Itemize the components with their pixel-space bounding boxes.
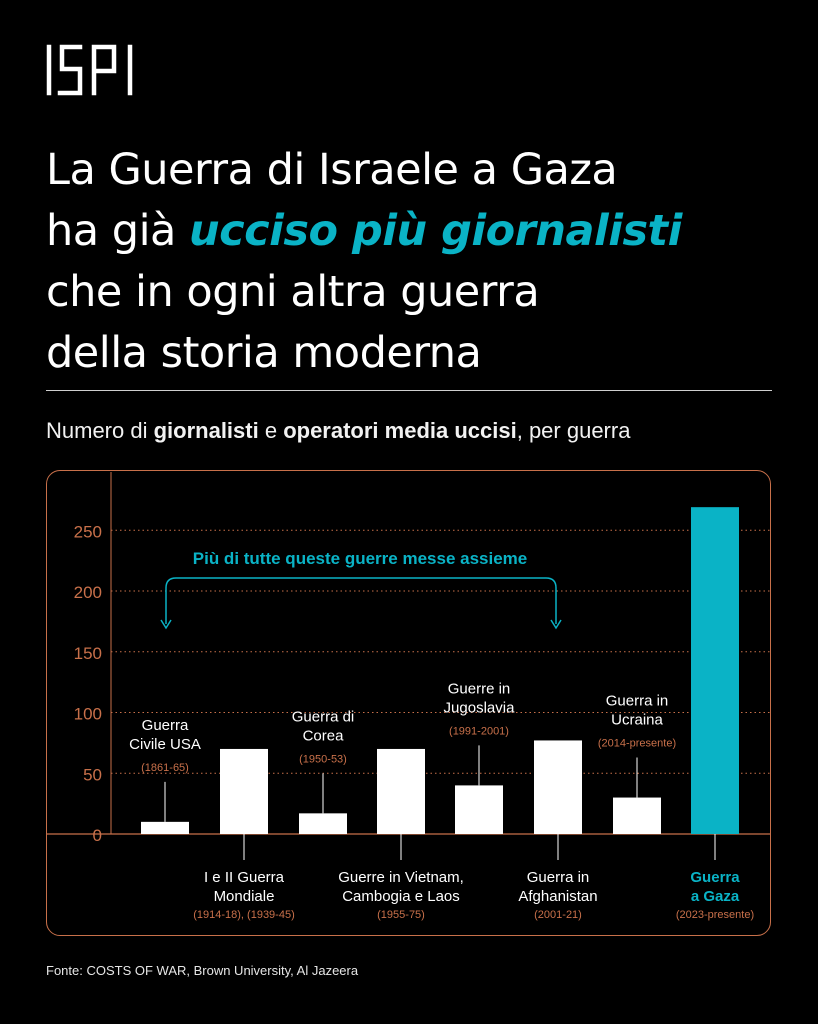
subtitle-part-1: Numero di	[46, 418, 154, 443]
bar	[455, 785, 503, 834]
category-period: (2001-21)	[534, 909, 582, 921]
bar	[613, 798, 661, 834]
category-period: (1991-2001)	[449, 725, 509, 738]
y-tick-label: 200	[73, 583, 102, 602]
title-highlight: ucciso più giornalisti	[189, 206, 682, 256]
bar	[691, 507, 739, 834]
category-period: (1950-53)	[299, 753, 347, 766]
subtitle-bold-1: giornalisti	[153, 418, 259, 443]
category-label: Ucraina	[611, 711, 663, 729]
bar	[534, 740, 582, 834]
category-label: Corea	[302, 727, 344, 745]
bar	[299, 813, 347, 834]
category-label: Afghanistan	[518, 888, 598, 905]
category-label: Guerra	[690, 869, 740, 886]
y-tick-label: 100	[73, 704, 102, 724]
category-period: (2014-presente)	[597, 737, 677, 750]
bar	[377, 749, 425, 834]
title-line-2-text: ha già	[46, 206, 190, 256]
category-label: Cambogia e Laos	[342, 888, 460, 905]
category-period: (2023-presente)	[675, 909, 755, 921]
category-label: Guerra in	[605, 692, 669, 710]
category-label: Jugoslavia	[443, 699, 515, 717]
y-tick-label: 0	[92, 826, 102, 845]
bar	[141, 822, 189, 834]
category-label: Civile USA	[129, 735, 201, 753]
subtitle-bold-2: operatori media uccisi	[283, 418, 517, 443]
category-label: Guerre in Vietnam,	[338, 869, 464, 886]
category-label: Guerre in	[447, 680, 511, 698]
category-label: Guerra	[141, 716, 189, 734]
annotation-bracket	[166, 578, 556, 624]
category-label: Guerra in	[526, 869, 590, 886]
y-tick-label: 150	[73, 643, 102, 663]
title-line-1: La Guerra di Israele a Gaza	[46, 145, 618, 195]
category-label: Mondiale	[213, 888, 275, 905]
y-tick-label: 250	[73, 522, 102, 542]
category-label: I e II Guerra	[203, 869, 285, 886]
title-line-3: che in ogni altra guerra	[46, 267, 540, 317]
category-label: a Gaza	[690, 888, 740, 905]
category-period: (1955-75)	[377, 909, 425, 921]
source-note: Fonte: COSTS OF WAR, Brown University, Al Jazeera	[46, 963, 359, 978]
bar	[220, 749, 268, 834]
y-tick-label: 50	[83, 765, 102, 785]
category-label: Guerra di	[291, 708, 355, 726]
category-period: (1914-18), (1939-45)	[193, 909, 295, 921]
annotation-label: Più di tutte queste guerre messe assieme	[192, 549, 528, 568]
subtitle-part-3: , per guerra	[516, 418, 631, 443]
title-line-4: della storia moderna	[46, 328, 482, 378]
category-period: (1861-65)	[141, 761, 189, 774]
subtitle-part-2: e	[258, 418, 284, 443]
